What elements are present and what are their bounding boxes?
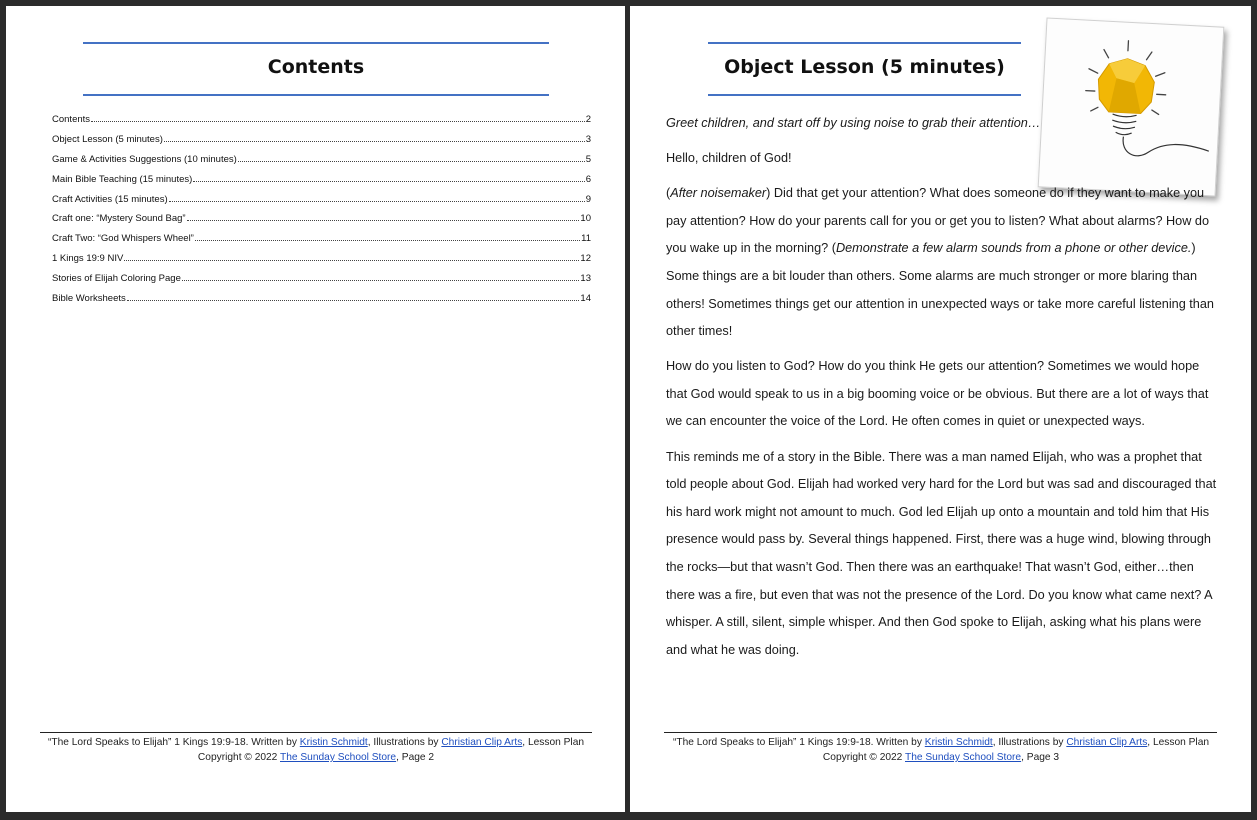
- toc-entry[interactable]: [52, 293, 591, 313]
- toc-leader-dots: [127, 300, 580, 301]
- toc-leader-dots: [169, 201, 585, 202]
- illustrator-link[interactable]: Christian Clip Arts: [1066, 737, 1148, 748]
- toc-entry-label: Bible Worksheets: [52, 293, 126, 305]
- toc-leader-dots: [164, 141, 585, 142]
- toc-entry-label: Game & Activities Suggestions (10 minutes): [52, 153, 237, 165]
- paragraph-text: ) Did that get your attention? What does someone do if they want to make you pay attention? How do your parents call for you or get you to listen? What about alarms? How do you wake up in the morning? (: [666, 186, 1210, 256]
- paragraph-1: [666, 180, 1218, 346]
- toc-entry-page: 9: [585, 193, 591, 205]
- toc-entry[interactable]: [52, 194, 591, 214]
- lesson-body: [666, 110, 1218, 672]
- toc-leader-dots: [182, 280, 580, 281]
- toc-entry[interactable]: [52, 253, 591, 273]
- toc-entry-label: Main Bible Teaching (15 minutes): [52, 173, 193, 185]
- intro-italic: Greet children, and start off by using noise to grab their attention…: [666, 116, 1041, 130]
- toc-entry-page: 11: [581, 233, 591, 245]
- title-rule-bottom: [83, 94, 549, 96]
- toc-leader-dots: [195, 240, 580, 241]
- toc-leader-dots: [91, 121, 585, 122]
- toc-entry-page: 3: [585, 133, 591, 145]
- paragraph-text: (: [666, 186, 671, 201]
- footer-text: , Illustrations by: [992, 737, 1067, 748]
- page-2: [6, 6, 625, 812]
- page-number: , Page 2: [396, 752, 435, 763]
- paragraph-3: This reminds me of a story in the Bible. There was a man named Elijah, who was a prophet that told people about God. Elijah had worked very hard for the Lord but was sad and discouraged that his hard work might not amount to much. God led Elijah up onto a mountain and told him that His presence would pass by. Several things happened. First, there was a huge wind, blowing through the rocks—but that wasn’t God. Then there was an earthquake! That wasn’t God, either…then there was a fire, but even that was not the presence of the Lord. Do you know what came next? A whisper. A still, silent, simple whisper. And then God spoke to Elijah, asking what his plans were and what he was doing.: [666, 449, 1217, 657]
- footer-divider: [664, 732, 1217, 733]
- title-rule-bottom: [708, 94, 1021, 96]
- toc-entry-page: 13: [580, 273, 591, 285]
- toc-entry-label: Craft Two: “God Whispers Wheel”: [52, 233, 194, 245]
- author-link[interactable]: Kristin Schmidt: [924, 737, 993, 748]
- stage-direction: Demonstrate a few alarm sounds from a phone or other device.: [835, 241, 1192, 256]
- page-number: , Page 3: [1021, 752, 1060, 763]
- illustrator-link[interactable]: Christian Clip Arts: [441, 737, 523, 748]
- toc-leader-dots: [238, 161, 585, 162]
- toc-entry[interactable]: [52, 213, 591, 233]
- page-title: Contents: [267, 56, 365, 78]
- section-title: Object Lesson (5 minutes): [724, 56, 1005, 78]
- toc-entry[interactable]: [52, 154, 591, 174]
- toc-entry-page: 14: [580, 293, 591, 305]
- page-footer: [660, 735, 1222, 765]
- toc-entry[interactable]: [52, 134, 591, 154]
- store-link[interactable]: The Sunday School Store: [280, 752, 397, 763]
- title-rule-top: [83, 42, 549, 44]
- footer-divider: [40, 732, 592, 733]
- intro-instruction: [666, 110, 1218, 138]
- footer-text: “The Lord Speaks to Elijah” 1 Kings 19:9-18. Written by: [47, 737, 300, 748]
- toc-entry-page: 5: [585, 153, 591, 165]
- toc-entry-page: 10: [580, 213, 591, 225]
- toc-leader-dots: [187, 220, 580, 221]
- toc-leader-dots: [193, 181, 584, 182]
- paragraph-text: ) Some things are a bit louder than others. Some alarms are much stronger or more blaring than others! Sometimes things get our attention in unexpected ways or take more careful listening than other times!: [666, 241, 1214, 339]
- footer-text: “The Lord Speaks to Elijah” 1 Kings 19:9-18. Written by: [672, 737, 925, 748]
- toc-entry-label: Object Lesson (5 minutes): [52, 133, 163, 145]
- toc-entry-page: 2: [585, 114, 591, 125]
- greeting: Hello, children of God!: [666, 151, 792, 166]
- footer-text: , Lesson Plan Copyright © 2022: [197, 737, 585, 763]
- toc-entry-label: Stories of Elijah Coloring Page: [52, 273, 181, 285]
- toc-entry[interactable]: [52, 174, 591, 194]
- stage-direction: After noisemaker: [670, 186, 767, 201]
- toc-entry-page: 12: [580, 253, 591, 265]
- toc-leader-dots: [124, 260, 579, 261]
- paragraph-2: How do you listen to God? How do you think He gets our attention? Sometimes we would hope that God would speak to us in a big booming voice or be obvious. But there are a lot of ways that we can encounter the voice of the Lord. He often comes in quiet or unexpected ways.: [666, 359, 1209, 429]
- toc-entry[interactable]: [52, 233, 591, 253]
- toc-entry-label: Craft one: “Mystery Sound Bag”: [52, 213, 186, 225]
- store-link[interactable]: The Sunday School Store: [905, 752, 1022, 763]
- toc-entry-page: 6: [585, 173, 591, 185]
- page-footer: [36, 735, 596, 765]
- toc-entry[interactable]: [52, 114, 591, 134]
- title-rule-top: [708, 42, 1021, 44]
- footer-text: , Illustrations by: [367, 737, 442, 748]
- author-link[interactable]: Kristin Schmidt: [299, 737, 368, 748]
- footer-text: , Lesson Plan Copyright © 2022: [822, 737, 1210, 763]
- table-of-contents: [52, 114, 591, 313]
- page-3: [630, 6, 1251, 812]
- toc-entry-label: Craft Activities (15 minutes): [52, 193, 168, 205]
- toc-entry-label: 1 Kings 19:9 NIV: [52, 253, 124, 265]
- toc-entry-label: Contents: [52, 114, 91, 125]
- toc-entry[interactable]: [52, 273, 591, 293]
